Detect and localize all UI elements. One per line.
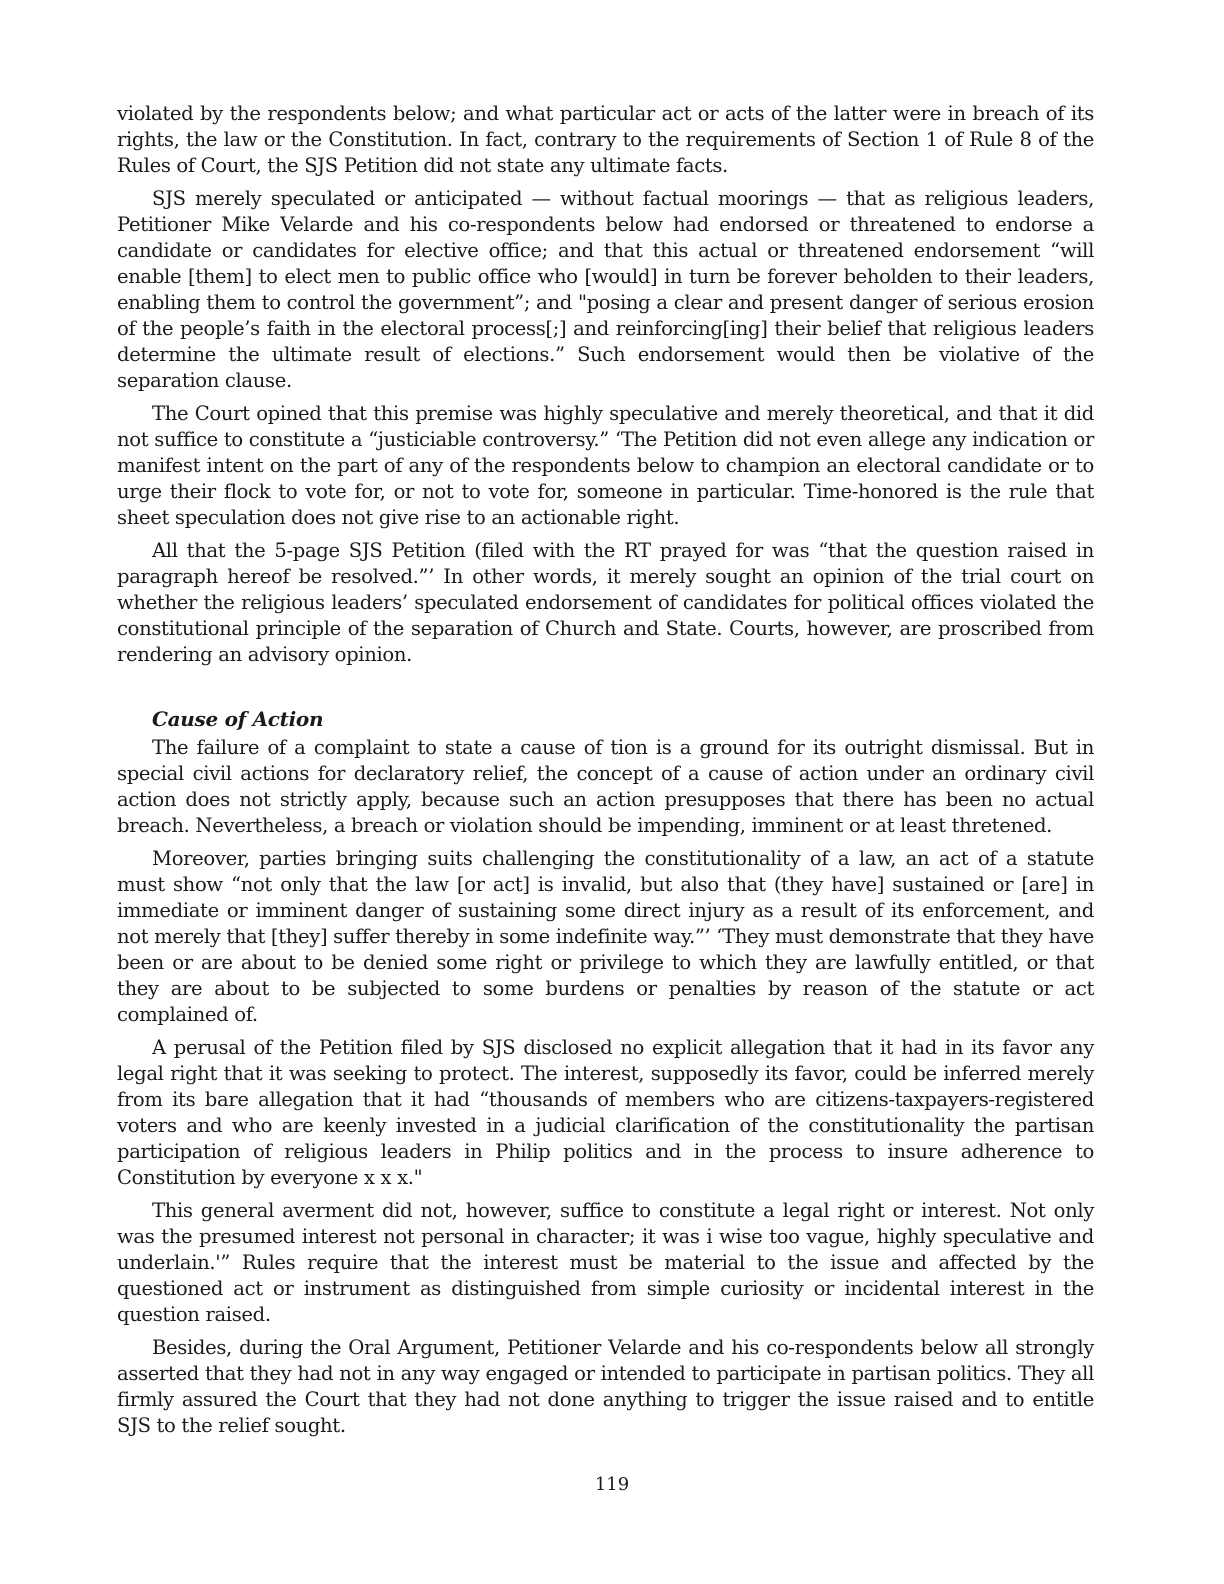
page-number: 119 [594,1474,630,1495]
paragraph-oral-argument: Besides, during the Oral Argument, Petitioner Velarde and his co-respondents below all strongly asserted that they had not in any way engaged or intended to participate in partisan politics. They all firmly assured the Court that they had not done anything to trigger the issue raised and to entitle SJS to the relief sought. [117,1336,1094,1437]
paragraph-advisory-opinion: All that the 5-page SJS Petition (filed with the RT prayed for was “that the question raised in paragraph hereof be resolved.”’ In other words, it merely sought an opinion of the trial court on whether the religious leaders’ speculated endorsement of candidates for political offices violated the constitutional principle of the separation of Church and State. Courts, however, are proscribed from rendering an advisory opinion. [117,539,1094,666]
paragraph-perusal-of-petition: A perusal of the Petition filed by SJS disclosed no explicit allegation that it had in its favor any legal right that it was seeking to protect. The interest, supposedly its favor, could be inferred merely from its bare allegation that it had “thousands of members who are citizens-taxpayers-registered voters and who are keenly invested in a judicial clarification of the constitutionality the partisan participation of religious leaders in Philip politics and in the process to insure adherence to Constitution by everyone x x x." [117,1036,1094,1189]
section-heading-cause-of-action: Cause of Action [152,707,324,731]
paragraph-sjs-speculation: SJS merely speculated or anticipated — without factual moorings — that as religious leaders, Petitioner Mike Velarde and his co-respondents below had endorsed or threatened to endorse a candidate or candidates for elective office; and that this actual or threatened endorsement “will enable [them] to elect men to public office who [would] in turn be forever beholden to their leaders, enabling them to control the government”; and "posing a clear and present danger of serious erosion of the people’s faith in the electoral process[;] and reinforcing[ing] their belief that religious leaders determine the ultimate result of elections.” Such endorsement would then be violative of the separation clause. [117,187,1094,392]
page-body [117,101,1094,1446]
paragraph-failure-to-state: The failure of a complaint to state a cause of tion is a ground for its outright dismissal. But in special civil actions for declaratory relief, the concept of a cause of action under an ordinary civil action does not strictly apply, because such an action presupposes that there has been no actual breach. Nevertheless, a breach or violation should be impending, imminent or at least thretened. [117,736,1094,837]
paragraph-constitutionality-suits: Moreover, parties bringing suits challenging the constitutionality of a law, an act of a statute must show “not only that the law [or act] is invalid, but also that (they have] sustained or [are] in immediate or imminent danger of sustaining some direct injury as a result of its enforcement, and not merely that [they] suffer thereby in some indefinite way.”’ ‘They must demonstrate that they have been or are about to be denied some right or privilege to which they are lawfully entitled, or that they are about to be subjected to some burdens or penalties by reason of the statute or act complained of. [117,847,1094,1026]
paragraph-continued: violated by the respondents below; and what particular act or acts of the latter were in breach of its rights, the law or the Constitution. In fact, contrary to the requirements of Section 1 of Rule 8 of the Rules of Court, the SJS Petition did not state any ultimate facts. [117,102,1094,177]
paragraph-general-averment: This general averment did not, however, suffice to constitute a legal right or interest. Not only was the presumed interest not personal in character; it was i wise too vague, highly speculative and underlain.'” Rules require that the interest must be material to the issue and affected by the questioned act or instrument as distinguished from simple curiosity or incidental interest in the question raised. [117,1199,1094,1326]
paragraph-court-opinion: The Court opined that this premise was highly speculative and merely theoretical, and that it did not suffice to constitute a “justiciable controversy.” ‘The Petition did not even allege any indication or manifest intent on the part of any of the respondents below to champion an electoral candidate or to urge their flock to vote for, or not to vote for, someone in particular. Time-honored is the rule that sheet speculation does not give rise to an actionable right. [117,402,1094,529]
